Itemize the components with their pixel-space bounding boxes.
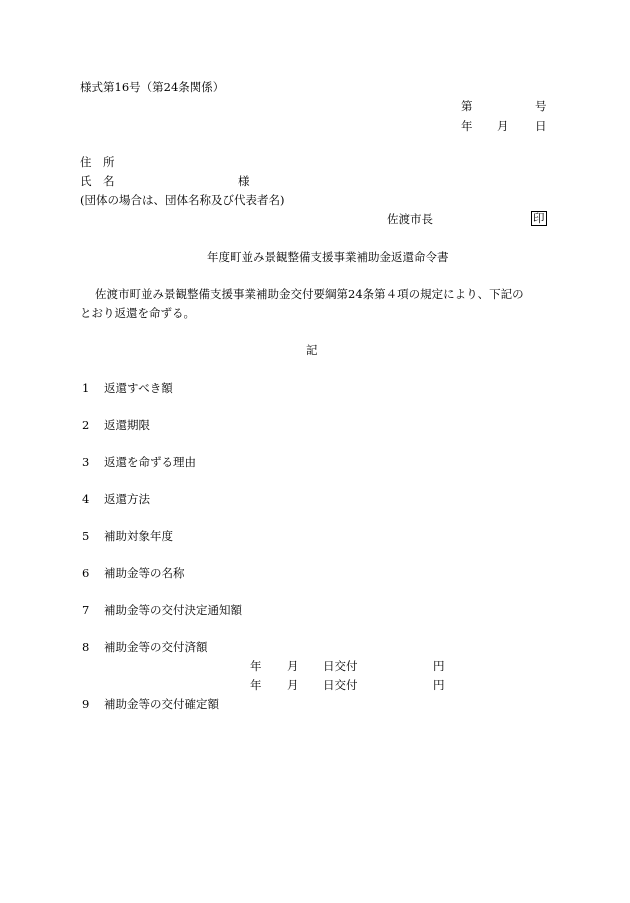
paid-row-year: 年	[250, 678, 262, 692]
seal-box: 印	[533, 211, 545, 225]
body-line-2: とおり返還を命ずる。	[80, 306, 195, 320]
document-title: 年度町並み景観整備支援事業補助金返還命令書	[207, 250, 449, 264]
item-number: 9	[82, 697, 90, 711]
item-label-repayment-deadline: 返還期限	[104, 418, 150, 432]
item-number: 6	[82, 566, 90, 580]
item-number: 3	[82, 455, 90, 469]
ki-heading: 記	[306, 343, 318, 357]
seal-mark	[531, 211, 547, 226]
item-label-subsidy-name: 補助金等の名称	[104, 566, 185, 580]
body-line-1: 佐渡市町並み景観整備支援事業補助金交付要綱第24条第４項の規定により、下記の	[95, 287, 524, 301]
name-label: 氏 名	[80, 174, 115, 188]
item-label-confirmed-amount: 補助金等の交付確定額	[104, 697, 219, 711]
issuer-title: 佐渡市長	[387, 212, 433, 226]
item-label-repayment-amount: 返還すべき額	[104, 381, 173, 395]
paid-row-day: 日交付	[323, 678, 358, 692]
paid-row-month: 月	[287, 659, 299, 673]
item-number: 2	[82, 418, 90, 432]
item-label-paid-amount: 補助金等の交付済額	[104, 640, 208, 654]
sama-honorific: 様	[238, 174, 250, 188]
item-number: 1	[82, 381, 90, 395]
item-label-repayment-method: 返還方法	[104, 492, 150, 506]
paid-row-day: 日交付	[323, 659, 358, 673]
paid-row-yen: 円	[433, 678, 445, 692]
paid-row-month: 月	[287, 678, 299, 692]
date-month: 月	[497, 119, 509, 133]
group-note: (団体の場合は、団体名称及び代表者名)	[80, 193, 285, 207]
doc-number-prefix: 第	[461, 99, 473, 113]
item-number: 5	[82, 529, 90, 543]
date-day: 日	[535, 119, 547, 133]
paid-row-yen: 円	[433, 659, 445, 673]
form-number: 様式第16号（第24条関係）	[80, 80, 225, 94]
item-label-decision-amount: 補助金等の交付決定通知額	[104, 603, 242, 617]
paid-row-year: 年	[250, 659, 262, 673]
date-year: 年	[461, 119, 473, 133]
item-number: 7	[82, 603, 90, 617]
item-number: 4	[82, 492, 90, 506]
item-label-repayment-reason: 返還を命ずる理由	[104, 455, 196, 469]
item-number: 8	[82, 640, 90, 654]
address-label: 住 所	[80, 155, 115, 169]
doc-number-suffix: 号	[535, 99, 547, 113]
item-label-subsidy-year: 補助対象年度	[104, 529, 173, 543]
